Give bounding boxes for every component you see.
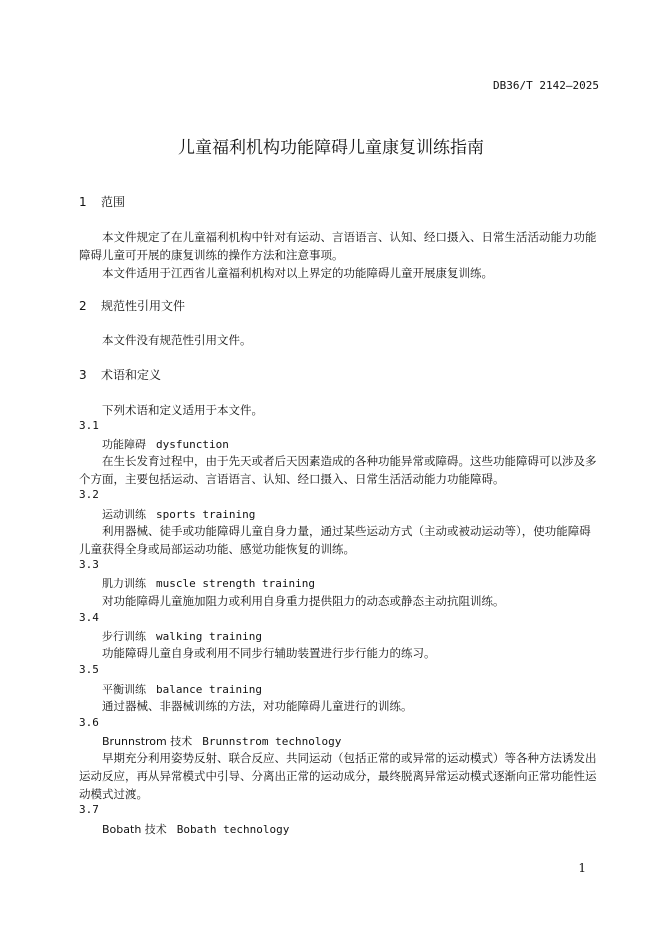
term-definition: 早期充分利用姿势反射、联合反应、共同运动（包括正常的或异常的运动模式）等各种方法诱发出运动反应，再从异常模式中引导、分离出正常的运动成分，最终脱离异常运动模式逐渐向正常功能性运动模式过渡。 — [79, 751, 597, 801]
term-en: muscle strength training — [156, 577, 315, 590]
section-number: 1 — [79, 195, 87, 209]
term-zh: 肌力训练 — [102, 577, 146, 590]
term-zh: 功能障碍 — [102, 438, 146, 451]
term-title — [102, 821, 289, 837]
terms-intro: 下列术语和定义适用于本文件。 — [102, 403, 263, 417]
term-definition: 通过器械、非器械训练的方法，对功能障碍儿童进行的训练。 — [102, 699, 413, 713]
section-title: 范围 — [101, 195, 126, 209]
term-definition: 在生长发育过程中，由于先天或者后天因素造成的各种功能异常或障碍。这些功能障碍可以涉及多个方面，主要包括运动、言语语言、认知、经口摄入、日常生活活动能力功能障碍。 — [79, 454, 597, 486]
section-number: 2 — [79, 299, 87, 313]
term-number: 3.7 — [79, 803, 99, 816]
term-number: 3.5 — [79, 663, 99, 676]
term-number: 3.1 — [79, 419, 99, 432]
term-title — [102, 733, 341, 749]
term-en: Brunnstrom technology — [202, 735, 342, 748]
term-definition: 利用器械、徒手或功能障碍儿童自身力量，通过某些运动方式（主动或被动运动等），使功能障碍儿童获得全身或局部运动功能、感觉功能恢复的训练。 — [79, 524, 591, 556]
term-number: 3.3 — [79, 558, 99, 571]
term-title — [102, 506, 255, 522]
term-zh: 运动训练 — [102, 508, 146, 521]
section-title: 规范性引用文件 — [101, 299, 186, 313]
term-definition: 对功能障碍儿童施加阻力或利用自身重力提供阻力的动态或静态主动抗阻训练。 — [102, 594, 505, 608]
scope-paragraph-2: 本文件适用于江西省儿童福利机构对以上界定的功能障碍儿童开展康复训练。 — [102, 266, 493, 280]
section-number: 3 — [79, 368, 87, 382]
page-number: 1 — [578, 861, 586, 875]
normative-paragraph: 本文件没有规范性引用文件。 — [102, 333, 252, 347]
term-title — [102, 681, 262, 697]
term-number: 3.4 — [79, 611, 99, 624]
term-title — [102, 628, 262, 644]
term-en: walking training — [156, 630, 262, 643]
section-heading-3 — [79, 366, 161, 383]
term-en: Bobath technology — [176, 823, 290, 836]
term-number: 3.6 — [79, 716, 99, 729]
term-zh: 步行训练 — [102, 630, 146, 643]
section-title: 术语和定义 — [101, 368, 162, 382]
document-id: DB36/T 2142—2025 — [493, 79, 599, 92]
term-en: balance training — [156, 683, 262, 696]
term-title — [102, 575, 315, 591]
term-en: sports training — [156, 508, 256, 521]
term-number: 3.2 — [79, 488, 99, 501]
term-zh: Brunnstrom 技术 — [102, 735, 193, 748]
term-zh: 平衡训练 — [102, 683, 146, 696]
term-title — [102, 436, 229, 452]
scope-paragraph-1: 本文件规定了在儿童福利机构中针对有运动、言语语言、认知、经口摄入、日常生活活动能力功能障碍儿童可开展的康复训练的操作方法和注意事项。 — [79, 230, 597, 262]
term-en: dysfunction — [156, 438, 229, 451]
term-definition: 功能障碍儿童自身或利用不同步行辅助装置进行步行能力的练习。 — [102, 646, 436, 660]
page-title: 儿童福利机构功能障碍儿童康复训练指南 — [178, 138, 484, 158]
section-heading-1 — [79, 193, 125, 210]
term-zh: Bobath 技术 — [102, 823, 167, 836]
section-heading-2 — [79, 297, 185, 314]
